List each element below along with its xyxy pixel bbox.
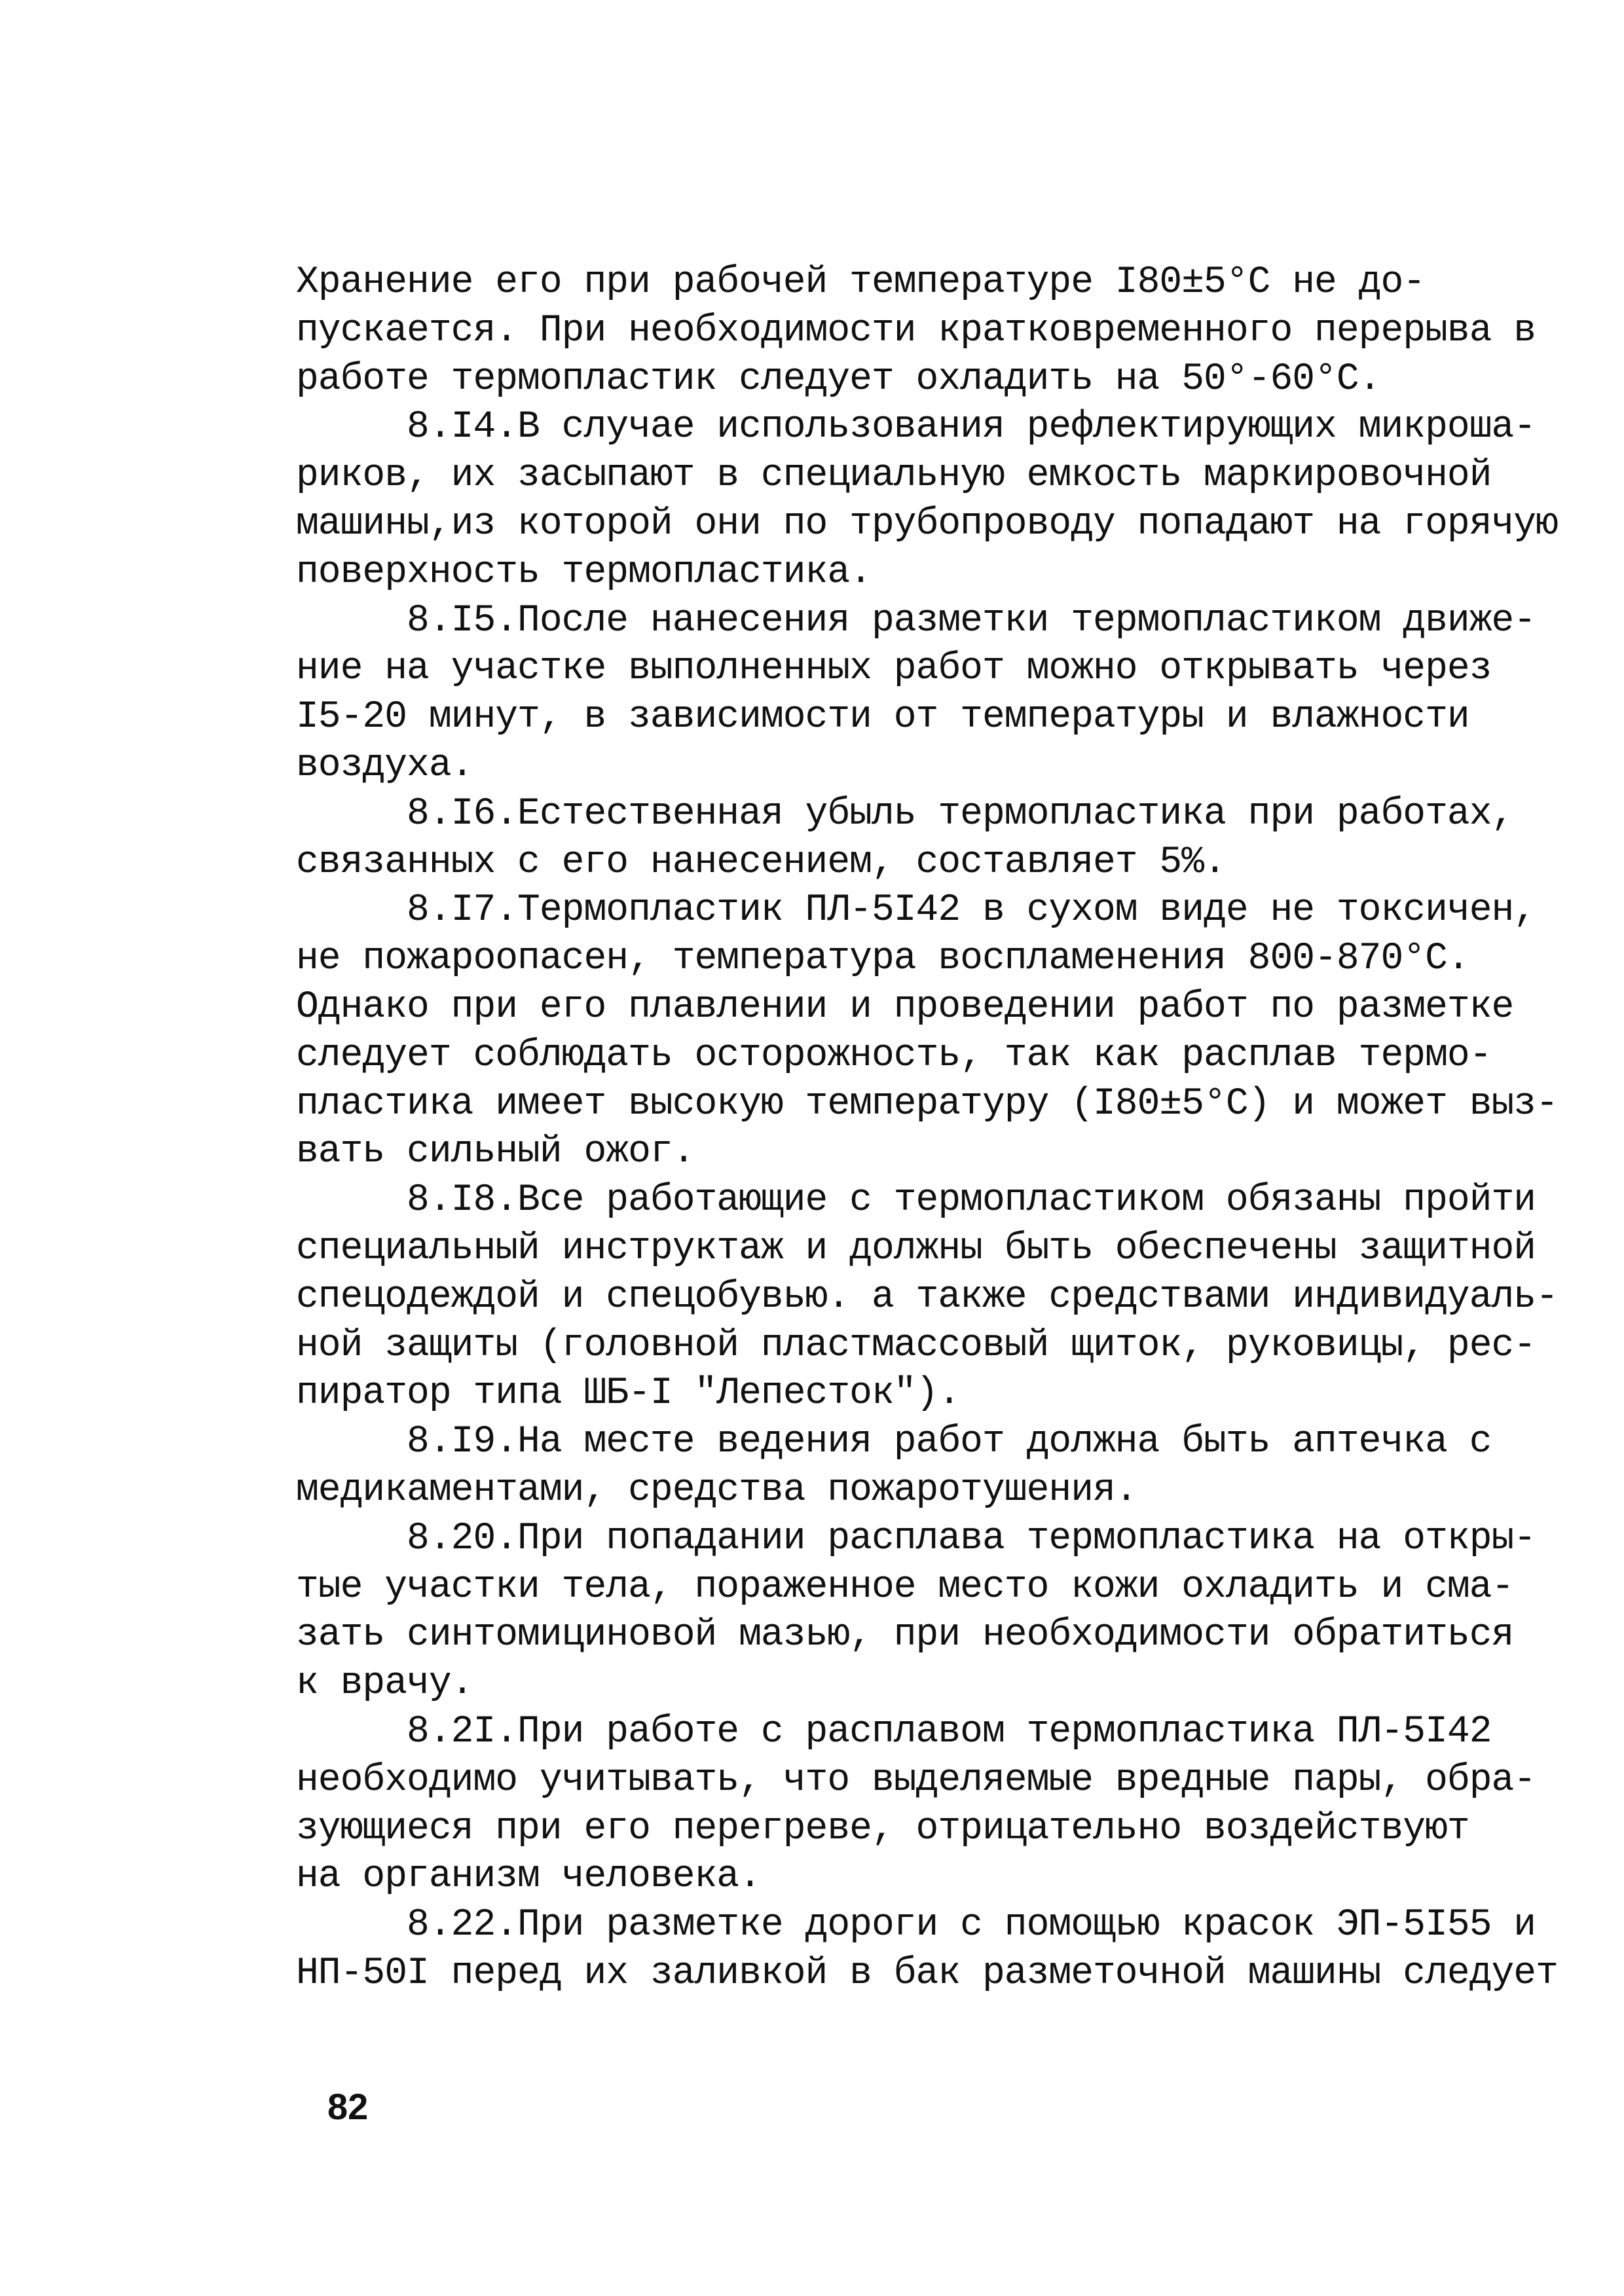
text-line: вать сильный ожог. <box>296 1131 695 1174</box>
text-line: риков, их засыпают в специальную емкость маркировочной <box>296 454 1492 498</box>
text-line: не пожароопасен, температура воспламенения 800-870°С. <box>296 938 1469 981</box>
text-line: 8.22.При разметке дороги с помощью красок ЭП-5I55 и <box>296 1904 1536 1947</box>
text-line: необходимо учитывать, что выделяемые вредные пары, обра- <box>296 1758 1536 1802</box>
text-line: 8.I8.Все работающие с термопластиком обязаны пройти <box>296 1179 1536 1222</box>
text-line: 8.I4.В случае использования рефлектирующих микроша- <box>296 406 1536 449</box>
text-line: пластика имеет высокую температуру (I80±5°С) и может выз- <box>296 1082 1558 1125</box>
text-line: следует соблюдать осторожность, так как расплав термо- <box>296 1034 1492 1077</box>
text-line: зующиеся при его перегреве, отрицательно воздействуют <box>296 1807 1469 1850</box>
text-line: 8.I9.На месте ведения работ должна быть аптечка с <box>296 1421 1492 1464</box>
text-line: пускается. При необходимости кратковременного перерыва в <box>296 309 1536 352</box>
text-line: ние на участке выполненных работ можно открывать через <box>296 647 1492 691</box>
text-line: 8.I5.После нанесения разметки термопластиком движе- <box>296 599 1536 642</box>
text-line: I5-20 минут, в зависимости от температуры и влажности <box>296 696 1469 739</box>
text-line: зать синтомициновой мазью, при необходимости обратиться <box>296 1614 1514 1657</box>
text-line: работе термопластик следует охладить на 50°-60°С. <box>296 357 1381 401</box>
text-line: 8.I7.Термопластик ПЛ-5I42 в сухом виде не токсичен, <box>296 889 1536 932</box>
text-line: машины,из которой они по трубопроводу попадают на горячую <box>296 502 1558 545</box>
text-line: 8.2I.При работе с расплавом термопластика ПЛ-5I42 <box>296 1710 1492 1753</box>
body-text <box>296 259 1558 1998</box>
text-line: 8.I6.Естественная убыль термопластика при работах, <box>296 792 1514 835</box>
text-line: 8.20.При попадании расплава термопластика на откры- <box>296 1517 1536 1560</box>
text-line: связанных с его нанесением, составляет 5%. <box>296 841 1226 884</box>
text-line: Однако при его плавлении и проведении работ по разметке <box>296 985 1514 1029</box>
text-line: пиратор типа ШБ-I "Лепесток"). <box>296 1372 961 1415</box>
text-line: к врачу. <box>296 1662 473 1705</box>
text-line: Хранение его при рабочей температуре I80±5°С не до- <box>296 261 1426 304</box>
page-number: 82 <box>327 2086 369 2127</box>
text-line: НП-50I перед их заливкой в бак разметочной машины следует <box>296 1952 1558 1995</box>
text-line: медикаментами, средства пожаротушения. <box>296 1468 1137 1512</box>
text-line: поверхность термопластика. <box>296 551 872 594</box>
text-line: тые участки тела, пораженное место кожи охладить и сма- <box>296 1565 1514 1609</box>
text-line: на организм человека. <box>296 1855 761 1899</box>
text-line: воздуха. <box>296 744 473 787</box>
text-line: специальный инструктаж и должны быть обеспечены защитной <box>296 1227 1536 1270</box>
text-line: спецодеждой и спецобувью. а также средствами индивидуаль- <box>296 1275 1558 1319</box>
text-line: ной защиты (головной пластмассовый щиток, руковицы, рес- <box>296 1324 1536 1367</box>
